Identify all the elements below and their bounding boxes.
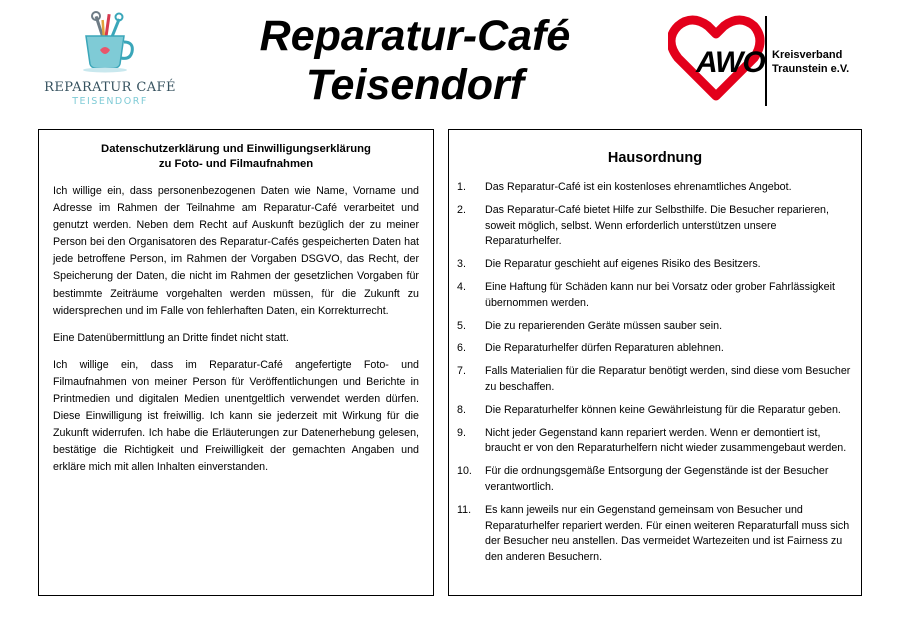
rule-number: 4.	[457, 280, 466, 293]
rule-text: Eine Haftung für Schäden kann nur bei Vorsatz oder grober Fahrlässigkeit übernommen werden.	[485, 280, 835, 309]
awo-kreisverband	[772, 48, 849, 76]
privacy-paragraph: Ich willige ein, dass personenbezogenen Daten wie Name, Vorname und Adresse im Rahmen der Teilnahme am Reparatur-Café verarbeitet und genutzt werden. Neben dem Recht auf Auskunft bezüglich der zu meiner Person bei den Organisatoren des Reparatur-Cafés gespeicherten Daten hat jede betroffene Person, im Rahmen der Vorgaben DSGVO, das Recht, der Speicherung der Daten, die nicht im Rahmen der gesetzlichen Vorgaben für bestimmte Zeiträume vorgehalten werden müssen, für die Zukunft zu widersprechen und im Falle von fehlerhaften Daten, ein Korrekturrecht.	[53, 185, 419, 317]
rule-item	[457, 426, 853, 458]
rule-number: 8.	[457, 403, 466, 416]
rule-text: Es kann jeweils nur ein Gegenstand gemeinsam von Besucher und Reparaturhelfer repariert werden. Für einen weiteren Reparaturfall muss sich der Besucher neu anstellen. Das vermeidet Wartezeiten und ist Fairness zu den anderen Besuchern.	[485, 503, 850, 564]
rule-item	[457, 180, 853, 196]
rule-item	[457, 319, 853, 335]
rule-text: Das Reparatur-Café bietet Hilfe zur Selbsthilfe. Die Besucher reparieren, soweit möglich, selbst. Wenn erforderlich unterstützen unsere Reparaturhelfer.	[485, 203, 829, 248]
logo-left-name: REPARATUR CAFÉ	[44, 80, 176, 95]
logo-divider	[765, 16, 767, 106]
rule-number: 2.	[457, 203, 466, 216]
awo-brand: AWO	[696, 46, 765, 79]
rule-number: 3.	[457, 258, 466, 271]
rule-item	[457, 503, 853, 566]
awo-line-2: Traunstein e.V.	[772, 63, 850, 75]
rule-text: Die Reparatur geschieht auf eigenes Risiko des Besitzers.	[485, 258, 761, 271]
privacy-title-line-2: zu Foto- und Filmaufnahmen	[158, 158, 314, 170]
rule-item	[457, 403, 853, 419]
rule-text: Die zu reparierenden Geräte müssen sauber sein.	[485, 319, 723, 332]
rule-text: Nicht jeder Gegenstand kann repariert werden. Wenn er demontiert ist, braucht er von den Reparaturhelfern nicht wieder zusammengebaut werden.	[485, 426, 847, 455]
rule-number: 6.	[457, 342, 466, 355]
rule-number: 5.	[457, 319, 466, 332]
rule-text: Das Reparatur-Café ist ein kostenloses ehrenamtliches Angebot.	[485, 181, 792, 193]
privacy-title-line-1: Datenschutzerklärung und Einwilligungserklärung	[101, 143, 371, 155]
rule-number: 7.	[457, 365, 466, 378]
house-rules-list	[457, 180, 853, 566]
rule-text: Die Reparaturhelfer können keine Gewährleistung für die Reparatur geben.	[485, 403, 841, 416]
logo-left-sub: TEISENDORF	[72, 96, 148, 107]
house-rules-box	[448, 129, 862, 596]
privacy-box	[38, 129, 434, 596]
coffee-cup-tools-icon	[78, 10, 140, 74]
privacy-paragraph: Ich willige ein, dass im Reparatur-Café angefertigte Foto- und Filmaufnahmen von meiner Person für Veröffentlichungen und Berichte in Printmedien und digitalen Medien unentgeltlich verwendet werden dürfen. Diese Einwilligung ist freiwillig. Ich kann sie jederzeit mit Wirkung für die Zukunft widerrufen. Ich habe die Erläuterungen zur Datenerhebung gelesen, bestätige die Richtigkeit und Freiwilligkeit der gemachten Angaben und erkläre mich mit allen Inhalten einverstanden.	[53, 358, 419, 474]
reparatur-cafe-logo	[40, 10, 175, 110]
awo-logo	[668, 14, 868, 109]
title-line-1: Reparatur-Café	[259, 12, 571, 60]
rule-item	[457, 464, 853, 496]
awo-line-1: Kreisverband	[772, 49, 843, 61]
rule-number: 11.	[457, 503, 472, 516]
rule-item	[457, 364, 853, 396]
house-rules-title: Hausordnung	[607, 150, 703, 166]
rule-number: 1.	[457, 181, 466, 193]
rule-item	[457, 280, 853, 312]
title-line-2: Teisendorf	[305, 61, 525, 109]
rule-item	[457, 341, 853, 357]
privacy-title	[53, 142, 419, 172]
rule-item	[457, 257, 853, 273]
rule-number: 9.	[457, 426, 466, 439]
rule-number: 10.	[457, 465, 472, 478]
page-title	[200, 12, 630, 110]
rule-text: Falls Materialien für die Reparatur benötigt werden, sind diese vom Besucher zu beschaffen.	[485, 365, 851, 393]
rule-item	[457, 203, 853, 250]
privacy-paragraph: Eine Datenübermittlung an Dritte findet nicht statt.	[53, 331, 289, 344]
rule-text: Für die ordnungsgemäße Entsorgung der Gegenstände ist der Besucher verantwortlich.	[485, 465, 829, 493]
rule-text: Die Reparaturhelfer dürfen Reparaturen ablehnen.	[485, 342, 724, 355]
